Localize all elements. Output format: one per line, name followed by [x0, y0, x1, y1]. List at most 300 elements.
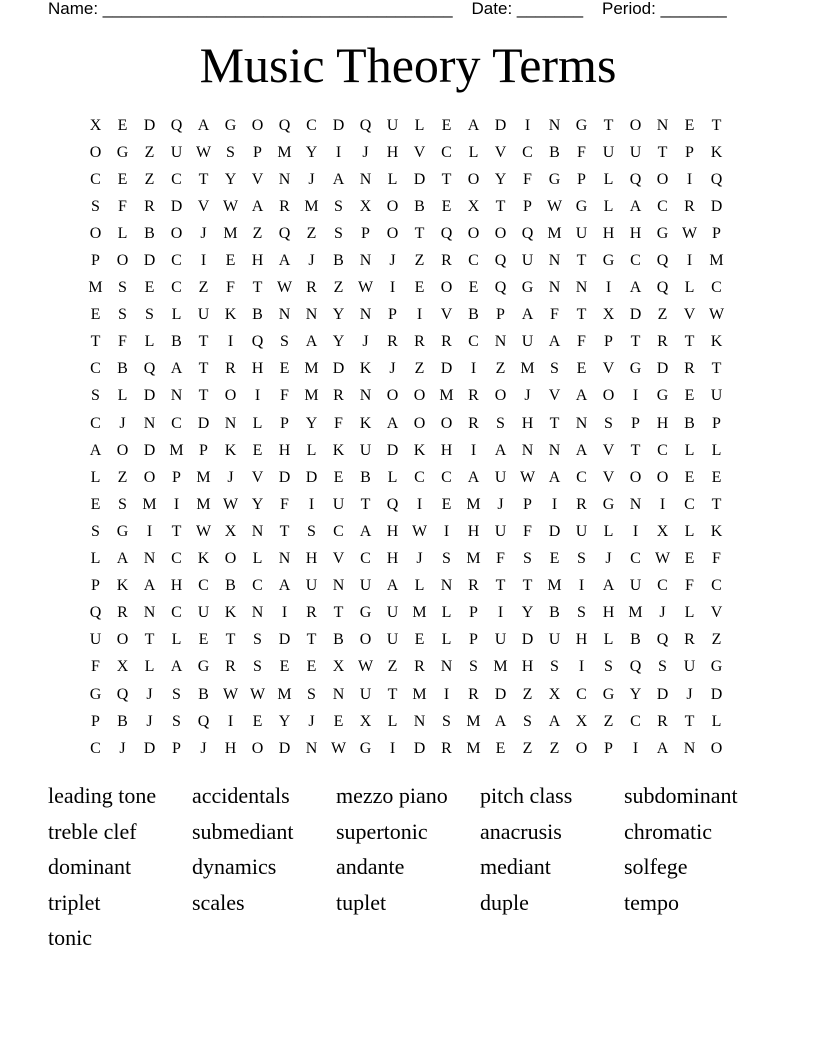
grid-letter[interactable]: L [171, 306, 182, 324]
grid-letter[interactable]: S [577, 604, 586, 622]
grid-letter[interactable]: P [523, 495, 532, 513]
grid-letter[interactable]: R [576, 495, 587, 513]
grid-letter[interactable]: A [170, 658, 183, 676]
grid-letter[interactable]: Y [251, 495, 264, 513]
grid-letter[interactable]: F [550, 306, 559, 324]
grid-letter[interactable]: L [252, 414, 263, 432]
grid-letter[interactable]: H [251, 252, 264, 270]
grid-letter[interactable]: S [226, 143, 235, 161]
grid-letter[interactable]: R [414, 658, 425, 676]
grid-letter[interactable]: E [549, 550, 560, 568]
grid-letter[interactable]: N [359, 387, 372, 405]
grid-letter[interactable]: C [198, 577, 209, 595]
grid-letter[interactable]: B [360, 468, 371, 486]
grid-letter[interactable]: K [710, 143, 723, 161]
grid-letter[interactable]: S [91, 197, 100, 215]
grid-letter[interactable]: P [469, 631, 478, 649]
grid-letter[interactable]: B [333, 252, 344, 270]
grid-letter[interactable]: M [466, 739, 481, 757]
grid-letter[interactable]: L [252, 550, 263, 568]
grid-letter[interactable]: Q [521, 224, 534, 242]
grid-letter[interactable]: C [171, 414, 182, 432]
grid-letter[interactable]: I [470, 360, 477, 378]
grid-letter[interactable]: C [171, 252, 182, 270]
grid-letter[interactable]: Z [333, 279, 344, 297]
grid-letter[interactable]: L [684, 441, 695, 459]
grid-letter[interactable]: O [440, 279, 453, 297]
grid-letter[interactable]: M [304, 387, 319, 405]
grid-letter[interactable]: G [521, 279, 534, 297]
grid-letter[interactable]: J [416, 550, 423, 568]
grid-letter[interactable]: R [468, 414, 479, 432]
grid-letter[interactable]: B [549, 604, 560, 622]
grid-letter[interactable]: W [681, 224, 698, 242]
grid-letter[interactable]: M [304, 197, 319, 215]
grid-letter[interactable]: M [277, 143, 292, 161]
grid-letter[interactable]: D [386, 441, 399, 459]
grid-letter[interactable]: L [603, 522, 614, 540]
grid-letter[interactable]: W [222, 685, 239, 703]
grid-letter[interactable]: S [118, 279, 127, 297]
grid-letter[interactable]: U [386, 604, 399, 622]
grid-letter[interactable]: P [388, 306, 397, 324]
grid-letter[interactable]: I [308, 495, 315, 513]
grid-letter[interactable]: G [116, 143, 129, 161]
grid-letter[interactable]: S [118, 306, 127, 324]
grid-letter[interactable]: R [468, 387, 479, 405]
grid-letter[interactable]: B [684, 414, 695, 432]
grid-letter[interactable]: K [710, 333, 723, 351]
grid-letter[interactable]: T [603, 116, 614, 134]
grid-letter[interactable]: I [470, 441, 477, 459]
grid-letter[interactable]: E [684, 550, 695, 568]
grid-letter[interactable]: D [548, 522, 561, 540]
grid-letter[interactable]: V [548, 387, 561, 405]
grid-letter[interactable]: A [116, 550, 129, 568]
grid-letter[interactable]: N [575, 279, 588, 297]
grid-letter[interactable]: N [305, 739, 318, 757]
grid-letter[interactable]: O [359, 631, 372, 649]
grid-letter[interactable]: A [467, 468, 480, 486]
grid-letter[interactable]: W [519, 468, 536, 486]
grid-letter[interactable]: C [657, 441, 668, 459]
grid-letter[interactable]: N [143, 550, 156, 568]
grid-letter[interactable]: B [144, 224, 155, 242]
grid-letter[interactable]: X [656, 522, 669, 540]
grid-letter[interactable]: I [389, 739, 396, 757]
grid-letter[interactable]: K [332, 441, 345, 459]
grid-letter[interactable]: Z [495, 360, 506, 378]
grid-letter[interactable]: C [441, 143, 452, 161]
grid-letter[interactable]: Q [170, 116, 183, 134]
grid-letter[interactable]: O [467, 224, 480, 242]
grid-letter[interactable]: D [494, 685, 507, 703]
grid-letter[interactable]: W [195, 143, 212, 161]
grid-letter[interactable]: Y [629, 685, 642, 703]
grid-letter[interactable]: S [172, 712, 181, 730]
grid-letter[interactable]: A [386, 577, 399, 595]
grid-letter[interactable]: T [333, 604, 344, 622]
grid-letter[interactable]: Q [278, 116, 291, 134]
grid-letter[interactable]: Z [144, 143, 155, 161]
grid-letter[interactable]: O [656, 170, 669, 188]
grid-letter[interactable]: G [602, 252, 615, 270]
grid-letter[interactable]: C [657, 577, 668, 595]
grid-letter[interactable]: D [413, 170, 426, 188]
grid-letter[interactable]: M [547, 577, 562, 595]
grid-letter[interactable]: I [227, 333, 234, 351]
grid-letter[interactable]: B [198, 685, 209, 703]
grid-letter[interactable]: N [332, 685, 345, 703]
grid-letter[interactable]: I [632, 387, 639, 405]
grid-letter[interactable]: C [333, 522, 344, 540]
grid-letter[interactable]: D [143, 441, 156, 459]
grid-letter[interactable]: D [143, 116, 156, 134]
grid-letter[interactable]: Q [494, 252, 507, 270]
grid-letter[interactable]: R [117, 604, 128, 622]
grid-letter[interactable]: L [90, 468, 101, 486]
grid-letter[interactable]: J [605, 550, 612, 568]
grid-letter[interactable]: O [602, 387, 615, 405]
grid-letter[interactable]: H [440, 441, 453, 459]
grid-letter[interactable]: S [496, 414, 505, 432]
grid-letter[interactable]: P [280, 414, 289, 432]
grid-letter[interactable]: D [710, 685, 723, 703]
grid-letter[interactable]: W [357, 658, 374, 676]
grid-letter[interactable]: N [143, 604, 156, 622]
grid-letter[interactable]: F [91, 658, 100, 676]
grid-letter[interactable]: H [521, 414, 534, 432]
grid-letter[interactable]: P [172, 739, 181, 757]
grid-letter[interactable]: K [710, 522, 723, 540]
grid-letter[interactable]: Y [521, 604, 534, 622]
grid-letter[interactable]: F [118, 197, 127, 215]
grid-letter[interactable]: T [198, 387, 209, 405]
grid-letter[interactable]: S [550, 360, 559, 378]
grid-letter[interactable]: U [89, 631, 102, 649]
grid-letter[interactable]: N [521, 441, 534, 459]
grid-letter[interactable]: A [548, 468, 561, 486]
grid-letter[interactable]: G [224, 116, 237, 134]
grid-letter[interactable]: U [629, 143, 642, 161]
grid-letter[interactable]: B [333, 631, 344, 649]
grid-letter[interactable]: D [521, 631, 534, 649]
grid-letter[interactable]: L [90, 550, 101, 568]
grid-letter[interactable]: V [710, 604, 723, 622]
grid-letter[interactable]: T [198, 170, 209, 188]
grid-letter[interactable]: T [576, 252, 587, 270]
grid-letter[interactable]: E [333, 712, 344, 730]
grid-letter[interactable]: G [116, 522, 129, 540]
grid-letter[interactable]: S [334, 224, 343, 242]
grid-letter[interactable]: S [442, 712, 451, 730]
grid-letter[interactable]: C [360, 550, 371, 568]
grid-letter[interactable]: W [411, 522, 428, 540]
grid-letter[interactable]: H [278, 441, 291, 459]
grid-letter[interactable]: Y [305, 414, 318, 432]
grid-letter[interactable]: H [575, 631, 588, 649]
grid-letter[interactable]: I [443, 685, 450, 703]
grid-letter[interactable]: Q [116, 685, 129, 703]
grid-letter[interactable]: Y [305, 143, 318, 161]
grid-letter[interactable]: I [416, 306, 423, 324]
grid-letter[interactable]: E [441, 116, 452, 134]
grid-letter[interactable]: M [547, 224, 562, 242]
grid-letter[interactable]: K [224, 441, 237, 459]
grid-letter[interactable]: U [548, 631, 561, 649]
grid-letter[interactable]: C [468, 333, 479, 351]
grid-letter[interactable]: A [251, 197, 264, 215]
grid-letter[interactable]: B [468, 306, 479, 324]
grid-letter[interactable]: I [254, 387, 261, 405]
grid-letter[interactable]: U [197, 306, 210, 324]
grid-letter[interactable]: L [684, 522, 695, 540]
grid-letter[interactable]: D [143, 252, 156, 270]
grid-letter[interactable]: C [171, 550, 182, 568]
grid-letter[interactable]: A [494, 441, 507, 459]
grid-letter[interactable]: O [467, 170, 480, 188]
grid-letter[interactable]: T [630, 441, 641, 459]
date-blank[interactable]: _______ [516, 0, 584, 18]
grid-letter[interactable]: I [605, 279, 612, 297]
grid-letter[interactable]: H [170, 577, 183, 595]
grid-letter[interactable]: Q [494, 279, 507, 297]
grid-letter[interactable]: A [602, 577, 615, 595]
grid-letter[interactable]: A [629, 197, 642, 215]
grid-letter[interactable]: C [630, 252, 641, 270]
grid-letter[interactable]: T [171, 522, 182, 540]
grid-letter[interactable]: N [278, 306, 291, 324]
grid-letter[interactable]: S [253, 631, 262, 649]
grid-letter[interactable]: Y [494, 170, 507, 188]
grid-letter[interactable]: D [278, 631, 291, 649]
grid-letter[interactable]: B [117, 360, 128, 378]
grid-letter[interactable]: I [200, 252, 207, 270]
grid-letter[interactable]: I [416, 495, 423, 513]
grid-letter[interactable]: S [550, 658, 559, 676]
grid-letter[interactable]: S [442, 550, 451, 568]
grid-letter[interactable]: P [199, 441, 208, 459]
grid-letter[interactable]: T [360, 495, 371, 513]
grid-letter[interactable]: S [577, 550, 586, 568]
grid-letter[interactable]: L [684, 279, 695, 297]
grid-letter[interactable]: S [118, 495, 127, 513]
grid-letter[interactable]: R [144, 197, 155, 215]
grid-letter[interactable]: J [200, 739, 207, 757]
grid-letter[interactable]: M [466, 712, 481, 730]
grid-letter[interactable]: S [253, 658, 262, 676]
grid-letter[interactable]: A [494, 712, 507, 730]
grid-letter[interactable]: O [116, 631, 129, 649]
grid-letter[interactable]: N [548, 441, 561, 459]
grid-letter[interactable]: E [414, 631, 425, 649]
grid-letter[interactable]: T [711, 495, 722, 513]
grid-letter[interactable]: A [89, 441, 102, 459]
grid-letter[interactable]: F [496, 550, 505, 568]
grid-letter[interactable]: L [387, 170, 398, 188]
grid-letter[interactable]: G [710, 658, 723, 676]
grid-letter[interactable]: G [359, 739, 372, 757]
grid-letter[interactable]: L [387, 712, 398, 730]
grid-letter[interactable]: Z [198, 279, 209, 297]
grid-letter[interactable]: U [359, 685, 372, 703]
grid-letter[interactable]: F [334, 414, 343, 432]
grid-letter[interactable]: A [575, 441, 588, 459]
grid-letter[interactable]: Q [629, 170, 642, 188]
grid-letter[interactable]: N [251, 604, 264, 622]
grid-letter[interactable]: T [90, 333, 101, 351]
grid-letter[interactable]: Q [656, 252, 669, 270]
grid-letter[interactable]: O [89, 143, 102, 161]
grid-letter[interactable]: P [91, 712, 100, 730]
grid-letter[interactable]: D [656, 360, 669, 378]
grid-letter[interactable]: N [494, 333, 507, 351]
grid-letter[interactable]: O [656, 468, 669, 486]
grid-letter[interactable]: U [332, 495, 345, 513]
grid-letter[interactable]: C [252, 577, 263, 595]
grid-letter[interactable]: F [685, 577, 694, 595]
grid-letter[interactable]: L [387, 468, 398, 486]
grid-letter[interactable]: C [90, 739, 101, 757]
grid-letter[interactable]: P [91, 577, 100, 595]
grid-letter[interactable]: U [521, 333, 534, 351]
grid-letter[interactable]: D [305, 468, 318, 486]
grid-letter[interactable]: A [521, 306, 534, 324]
grid-letter[interactable]: U [575, 224, 588, 242]
grid-letter[interactable]: O [575, 739, 588, 757]
grid-letter[interactable]: M [520, 360, 535, 378]
grid-letter[interactable]: P [361, 224, 370, 242]
grid-letter[interactable]: W [276, 279, 293, 297]
grid-letter[interactable]: J [362, 143, 369, 161]
grid-letter[interactable]: X [89, 116, 102, 134]
grid-letter[interactable]: U [683, 658, 696, 676]
grid-letter[interactable]: O [440, 414, 453, 432]
grid-letter[interactable]: A [575, 387, 588, 405]
grid-letter[interactable]: J [362, 333, 369, 351]
grid-letter[interactable]: Z [387, 658, 398, 676]
grid-letter[interactable]: X [359, 712, 372, 730]
grid-letter[interactable]: E [684, 468, 695, 486]
grid-letter[interactable]: S [604, 414, 613, 432]
grid-letter[interactable]: L [603, 170, 614, 188]
grid-letter[interactable]: Z [117, 468, 128, 486]
grid-letter[interactable]: P [469, 604, 478, 622]
grid-letter[interactable]: E [576, 360, 587, 378]
grid-letter[interactable]: E [279, 360, 290, 378]
grid-letter[interactable]: O [116, 252, 129, 270]
grid-letter[interactable]: J [497, 495, 504, 513]
grid-letter[interactable]: B [549, 143, 560, 161]
grid-letter[interactable]: K [413, 441, 426, 459]
grid-letter[interactable]: G [602, 495, 615, 513]
grid-letter[interactable]: C [171, 604, 182, 622]
grid-letter[interactable]: X [467, 197, 480, 215]
grid-letter[interactable]: U [386, 116, 399, 134]
grid-letter[interactable]: E [495, 739, 506, 757]
grid-letter[interactable]: T [144, 631, 155, 649]
grid-letter[interactable]: W [222, 495, 239, 513]
grid-letter[interactable]: E [414, 279, 425, 297]
grid-letter[interactable]: X [332, 658, 345, 676]
grid-letter[interactable]: N [278, 550, 291, 568]
grid-letter[interactable]: R [414, 333, 425, 351]
grid-letter[interactable]: J [308, 252, 315, 270]
grid-letter[interactable]: K [197, 550, 210, 568]
grid-letter[interactable]: Z [522, 739, 533, 757]
grid-letter[interactable]: S [334, 197, 343, 215]
name-blank[interactable]: _____________________________________ [102, 0, 453, 18]
grid-letter[interactable]: V [494, 143, 507, 161]
grid-letter[interactable]: N [575, 414, 588, 432]
grid-letter[interactable]: T [225, 631, 236, 649]
grid-letter[interactable]: D [278, 739, 291, 757]
grid-letter[interactable]: D [143, 387, 156, 405]
grid-letter[interactable]: T [198, 360, 209, 378]
grid-letter[interactable]: N [413, 712, 426, 730]
grid-letter[interactable]: N [359, 306, 372, 324]
grid-letter[interactable]: I [551, 495, 558, 513]
grid-letter[interactable]: E [252, 712, 263, 730]
grid-letter[interactable]: R [306, 604, 317, 622]
grid-letter[interactable]: Q [251, 333, 264, 351]
grid-letter[interactable]: F [577, 333, 586, 351]
grid-letter[interactable]: L [684, 604, 695, 622]
grid-letter[interactable]: J [146, 685, 153, 703]
grid-letter[interactable]: P [496, 306, 505, 324]
grid-letter[interactable]: W [222, 197, 239, 215]
grid-letter[interactable]: N [224, 414, 237, 432]
grid-letter[interactable]: E [684, 116, 695, 134]
grid-letter[interactable]: Q [197, 712, 210, 730]
grid-letter[interactable]: E [684, 387, 695, 405]
grid-letter[interactable]: Q [386, 495, 399, 513]
grid-letter[interactable]: C [441, 468, 452, 486]
grid-letter[interactable]: M [412, 604, 427, 622]
grid-letter[interactable]: F [226, 279, 235, 297]
grid-letter[interactable]: R [684, 360, 695, 378]
grid-letter[interactable]: C [522, 143, 533, 161]
grid-letter[interactable]: X [116, 658, 129, 676]
grid-letter[interactable]: B [252, 306, 263, 324]
grid-letter[interactable]: S [91, 522, 100, 540]
grid-letter[interactable]: L [603, 197, 614, 215]
grid-letter[interactable]: C [90, 414, 101, 432]
grid-letter[interactable]: O [710, 739, 723, 757]
grid-letter[interactable]: M [493, 658, 508, 676]
grid-letter[interactable]: U [629, 577, 642, 595]
grid-letter[interactable]: C [684, 495, 695, 513]
grid-letter[interactable]: I [686, 170, 693, 188]
grid-letter[interactable]: O [143, 468, 156, 486]
grid-letter[interactable]: Z [549, 739, 560, 757]
grid-letter[interactable]: I [659, 495, 666, 513]
grid-letter[interactable]: L [711, 712, 722, 730]
grid-letter[interactable]: J [524, 387, 531, 405]
grid-letter[interactable]: U [305, 577, 318, 595]
grid-letter[interactable]: V [251, 468, 264, 486]
grid-letter[interactable]: H [386, 143, 399, 161]
grid-letter[interactable]: S [307, 685, 316, 703]
grid-letter[interactable]: N [143, 414, 156, 432]
grid-letter[interactable]: H [521, 658, 534, 676]
grid-letter[interactable]: R [468, 685, 479, 703]
grid-letter[interactable]: C [711, 577, 722, 595]
grid-letter[interactable]: G [575, 197, 588, 215]
grid-letter[interactable]: C [90, 360, 101, 378]
grid-letter[interactable]: N [656, 116, 669, 134]
grid-letter[interactable]: T [711, 360, 722, 378]
